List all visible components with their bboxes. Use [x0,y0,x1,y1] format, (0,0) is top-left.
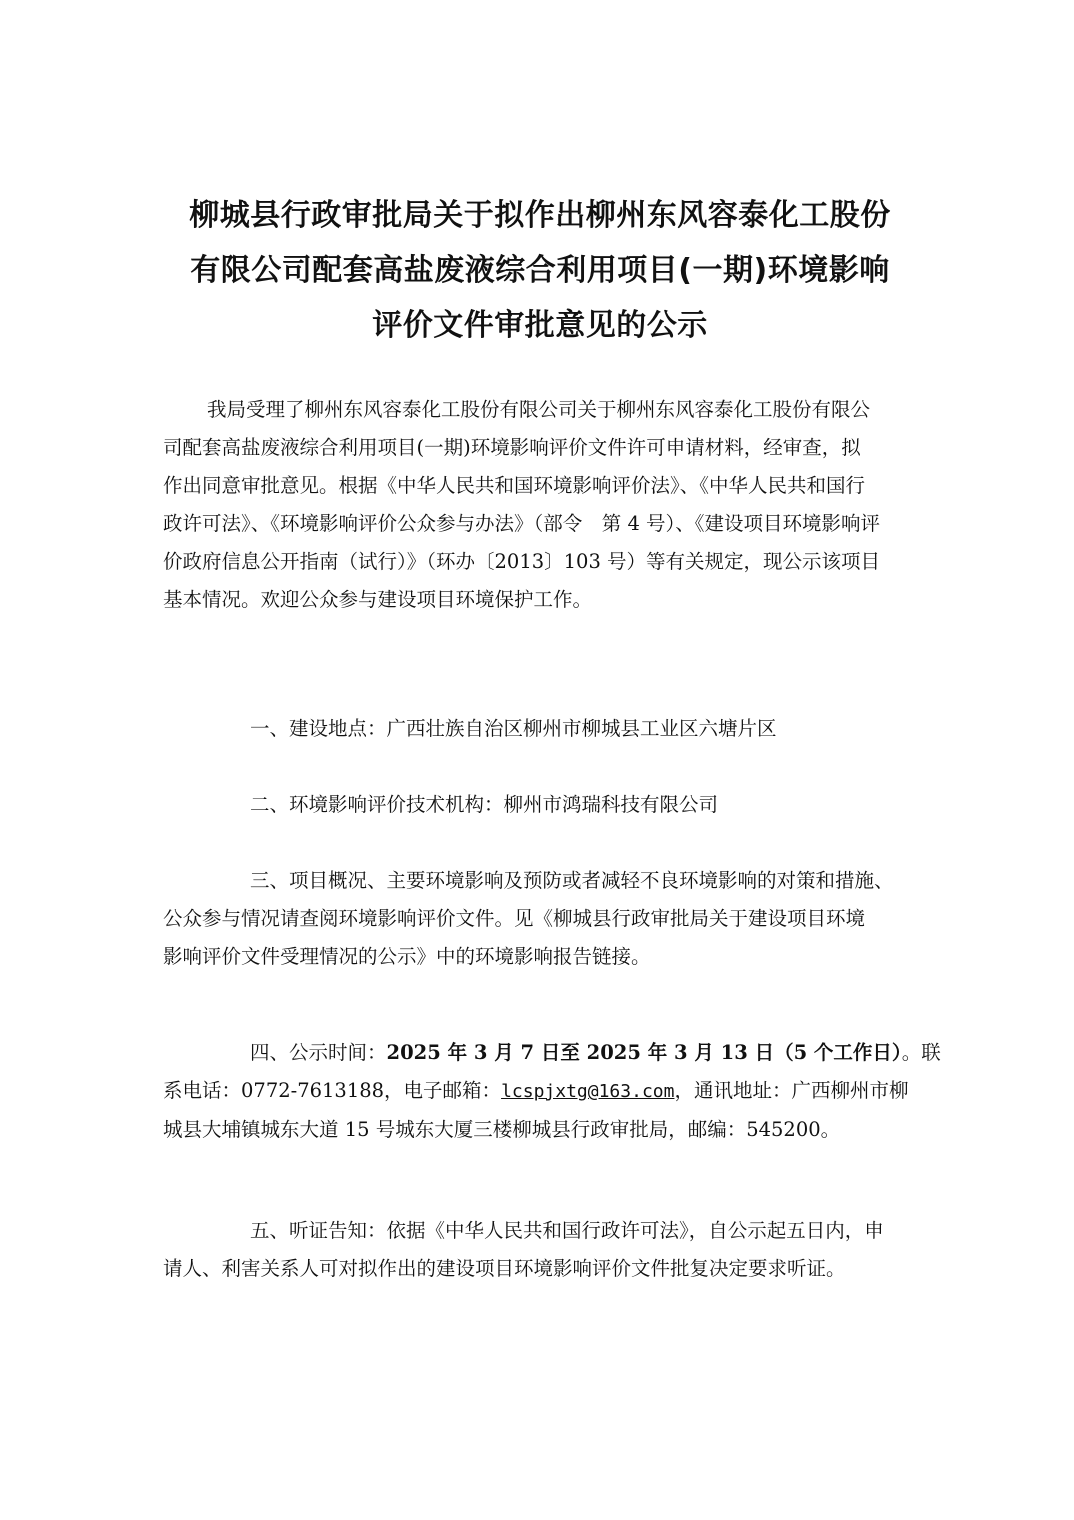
section-construction-site [163,710,943,748]
section-3-line: 三、项目概况、主要环境影响及预防或者减轻不良环境影响的对策和措施、 [250,869,894,892]
section-publicity-period [163,1034,943,1149]
section-2-text: 二、环境影响评价技术机构：柳州市鸿瑞科技有限公司 [250,793,719,816]
section-5-line: 请人、利害关系人可对拟作出的建设项目环境影响评价文件批复决定要求听证。 [163,1257,846,1280]
publicity-period: 2025 年 3 月 7 日至 2025 年 3 月 13 日（5 个工作日） [386,1041,902,1064]
title-line-2: 有限公司配套高盐废液综合利用项目(一期)环境影响 [190,253,890,288]
section-eia-agency [163,786,943,824]
intro-line: 价政府信息公开指南（试行）》（环办〔2013〕103 号）等有关规定，现公示该项目 [163,550,881,573]
section-4-prefix: 四、公示时间： [250,1041,387,1064]
section-hearing-notice [163,1212,943,1288]
intro-line: 我局受理了柳州东风容泰化工股份有限公司关于柳州东风容泰化工股份有限公 [207,398,871,421]
section-1-text: 一、建设地点：广西壮族自治区柳州市柳城县工业区六塘片区 [250,717,777,740]
section-3-line: 影响评价文件受理情况的公示》中的环境影响报告链接。 [163,945,651,968]
title-line-3: 评价文件审批意见的公示 [372,308,708,343]
section-4-suffix: 。联 [901,1041,941,1064]
intro-paragraph [163,391,943,619]
intro-line: 作出同意审批意见。根据《中华人民共和国环境影响评价法》、《中华人民共和国行 [163,474,866,497]
section-project-overview [163,862,943,976]
address-text: ，通讯地址：广西柳州市柳 [674,1079,909,1102]
section-3-line: 公众参与情况请查阅环境影响评价文件。见《柳城县行政审批局关于建设项目环境 [163,907,866,930]
email-link[interactable]: lcspjxtg@163.com [501,1081,675,1102]
intro-line: 基本情况。欢迎公众参与建设项目环境保护工作。 [163,588,593,611]
intro-line: 司配套高盐废液综合利用项目(一期)环境影响评价文件许可申请材料，经审查，拟 [163,436,861,459]
contact-phone-text: 系电话：0772-7613188，电子邮箱： [163,1079,502,1102]
section-4-line-1 [163,1034,943,1072]
title-line-1: 柳城县行政审批局关于拟作出柳州东风容泰化工股份 [189,198,891,233]
section-5-line: 五、听证告知：依据《中华人民共和国行政许可法》，自公示起五日内，申 [250,1219,884,1242]
intro-line: 政许可法》、《环境影响评价公众参与办法》（部令 第 4 号）、《建设项目环境影响评 [163,512,881,535]
document-title [150,188,930,353]
section-4-line-2 [163,1072,943,1111]
section-4-line-3: 城县大埔镇城东大道 15 号城东大厦三楼柳城县行政审批局，邮编：545200。 [163,1118,841,1141]
